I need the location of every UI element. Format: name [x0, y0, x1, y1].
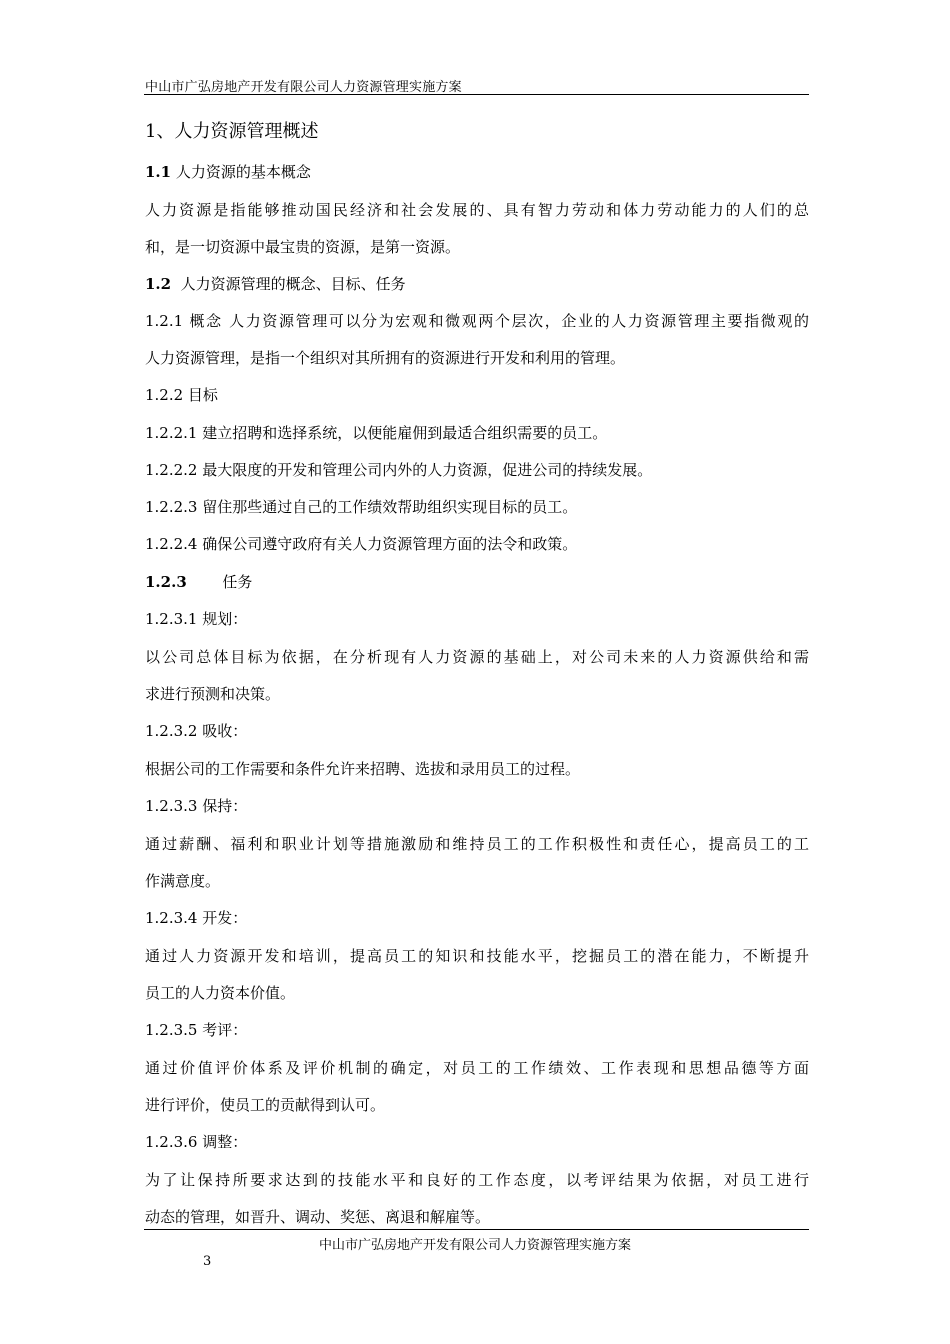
- paragraph-line: 根据公司的工作需要和条件允许来招聘、选拔和录用员工的过程。: [145, 760, 581, 778]
- subsection-number: 1.2.3: [145, 573, 187, 591]
- goal-item: 1.2.2.1 建立招聘和选择系统，以便能雇佣到最适合组织需要的员工。: [145, 424, 608, 442]
- paragraph-line: 进行评价，使员工的贡献得到认可。: [145, 1096, 386, 1114]
- subsection-number: 1.2: [145, 275, 172, 293]
- paragraph-line: 通过人力资源开发和培训，提高员工的知识和技能水平，挖掘员工的潜在能力，不断提升: [145, 947, 809, 965]
- footer-divider: [144, 1229, 809, 1230]
- paragraph-line: 1.2.1 概念 人力资源管理可以分为宏观和微观两个层次，企业的人力资源管理主要指微观的: [145, 312, 809, 330]
- page-header: 中山市广弘房地产开发有限公司人力资源管理实施方案: [145, 80, 462, 95]
- task-heading: 1.2.3.1 规划：: [145, 610, 248, 628]
- subsection-number: 1.1: [145, 163, 172, 181]
- subsection-title: 人力资源的基本概念: [175, 163, 311, 181]
- subsection-title: 人力资源管理的概念、目标、任务: [180, 275, 406, 293]
- task-heading: 1.2.3.3 保持：: [145, 797, 248, 815]
- task-heading: 1.2.3.5 考评：: [145, 1021, 248, 1039]
- paragraph-line: 动态的管理，如晋升、调动、奖惩、离退和解雇等。: [145, 1208, 491, 1226]
- subsection-heading-1-1: [145, 162, 311, 182]
- paragraph-line: 作满意度。: [145, 872, 221, 890]
- paragraph-line: 通过薪酬、福利和职业计划等措施激励和维持员工的工作积极性和责任心，提高员工的工: [145, 835, 809, 853]
- paragraph-line: 和，是一切资源中最宝贵的资源，是第一资源。: [145, 238, 461, 256]
- goal-item: 1.2.2.2 最大限度的开发和管理公司内外的人力资源，促进公司的持续发展。: [145, 461, 653, 479]
- page-footer: 中山市广弘房地产开发有限公司人力资源管理实施方案: [318, 1238, 631, 1253]
- paragraph-line: 人力资源是指能够推动国民经济和社会发展的、具有智力劳动和体力劳动能力的人们的总: [145, 201, 809, 219]
- goal-item: 1.2.2.3 留住那些通过自己的工作绩效帮助组织实现目标的员工。: [145, 498, 578, 516]
- subsection-heading-1-2-2: 1.2.2 目标: [145, 386, 218, 404]
- subsection-title: 任务: [222, 573, 253, 591]
- paragraph-line: 员工的人力资本价值。: [145, 984, 296, 1002]
- paragraph-line: 为了让保持所要求达到的技能水平和良好的工作态度，以考评结果为依据，对员工进行: [145, 1171, 809, 1189]
- paragraph-line: 通过价值评价体系及评价机制的确定，对员工的工作绩效、工作表现和思想品德等方面: [145, 1059, 809, 1077]
- paragraph-line: 人力资源管理，是指一个组织对其所拥有的资源进行开发和利用的管理。: [145, 349, 626, 367]
- goal-item: 1.2.2.4 确保公司遵守政府有关人力资源管理方面的法令和政策。: [145, 535, 578, 553]
- task-heading: 1.2.3.6 调整：: [145, 1133, 248, 1151]
- task-heading: 1.2.3.4 开发：: [145, 909, 248, 927]
- paragraph-line: 以公司总体目标为依据，在分析现有人力资源的基础上，对公司未来的人力资源供给和需: [145, 648, 809, 666]
- paragraph-line: 求进行预测和决策。: [145, 685, 281, 703]
- header-divider: [144, 94, 809, 95]
- subsection-heading-1-2-3: [145, 572, 252, 592]
- page-number: 3: [203, 1254, 212, 1269]
- task-heading: 1.2.3.2 吸收：: [145, 722, 248, 740]
- subsection-heading-1-2: [145, 274, 406, 294]
- section-heading-1: 1、人力资源管理概述: [145, 121, 319, 142]
